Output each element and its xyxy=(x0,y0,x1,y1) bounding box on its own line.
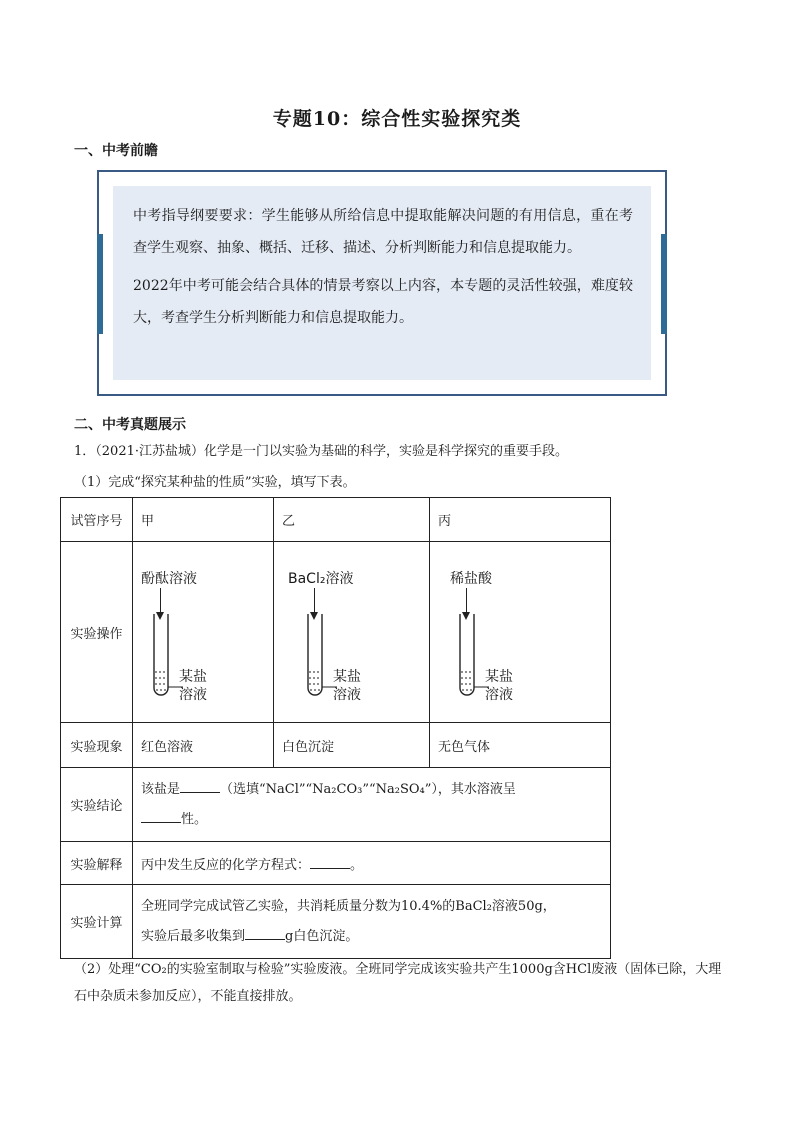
cell-tube-number-label: 试管序号 xyxy=(61,498,133,542)
cell-operation-a xyxy=(133,542,274,723)
decor-bar-right xyxy=(661,234,667,334)
cell-explain xyxy=(133,842,611,885)
salt-label-a xyxy=(179,668,207,704)
reagent-label-a: 酚酞溶液 xyxy=(141,571,197,587)
decor-bar-left xyxy=(97,234,103,334)
salt-label-b xyxy=(333,668,361,704)
arrow-c-line xyxy=(466,588,467,614)
conclusion-text-2: （选填“NaCl”“Na₂CO₃”“Na₂SO₄”），其水溶液呈 xyxy=(220,781,516,797)
cell-operation-c xyxy=(430,542,611,723)
forecast-para-2: 2022年中考可能会结合具体的情景考察以上内容，本专题的灵活性较强，难度较大，考查学生分析判断能力和信息提取能力。 xyxy=(133,278,633,326)
table-row-header xyxy=(61,498,611,542)
tube-diagram-b xyxy=(274,542,429,722)
cell-phenomenon-c: 无色气体 xyxy=(430,723,611,768)
cell-calc-label: 实验计算 xyxy=(61,885,133,959)
forecast-para-1: 中考指导纲要要求：学生能够从所给信息中提取能解决问题的有用信息，重在考查学生观察、抽象、概括、迁移、描述、分析判断能力和信息提取能力。 xyxy=(133,208,633,256)
experiment-table xyxy=(60,497,611,959)
cell-calc xyxy=(133,885,611,959)
calc-text-2: 实验后最多收集到 xyxy=(141,928,246,944)
section-heading-forecast: 一、中考前瞻 xyxy=(74,143,158,159)
solution-word-a: 溶液 xyxy=(179,687,207,703)
cell-conclusion xyxy=(133,768,611,842)
explain-text-2: 。 xyxy=(350,857,364,873)
cell-phenomenon-label: 实验现象 xyxy=(61,723,133,768)
section-heading-real-questions: 二、中考真题展示 xyxy=(74,417,186,433)
cell-operation-label: 实验操作 xyxy=(61,542,133,723)
cell-explain-label: 实验解释 xyxy=(61,842,133,885)
question-1-part-2: （2）处理“CO₂的实验室制取与检验”实验废液。全班同学完成该实验共产生1000g含HCl废液（固体已除，大理石中杂质未参加反应），不能直接排放。 xyxy=(74,962,722,1004)
cell-operation-b xyxy=(274,542,430,723)
salt-label-c xyxy=(485,668,513,704)
forecast-text xyxy=(133,200,633,334)
conclusion-text-3: 性。 xyxy=(181,811,208,827)
calc-text-1: 全班同学完成试管乙实验，共消耗质量分数为10.4%的BaCl₂溶液50g， xyxy=(141,898,556,914)
forecast-box xyxy=(97,170,667,396)
table-row-phenomenon xyxy=(61,723,611,768)
reagent-label-b: BaCl₂溶液 xyxy=(288,571,354,587)
cell-tube-b: 乙 xyxy=(274,498,430,542)
explain-blank[interactable] xyxy=(310,856,350,869)
tube-diagram-c xyxy=(430,542,610,722)
tube-diagram-a xyxy=(133,542,273,722)
table-row-conclusion xyxy=(61,768,611,842)
question-1-part-1: （1）完成“探究某种盐的性质”实验，填写下表。 xyxy=(74,475,356,490)
calc-blank[interactable] xyxy=(245,927,285,940)
salt-word-c: 某盐 xyxy=(485,669,513,685)
conclusion-text-1: 该盐是 xyxy=(141,781,181,797)
arrow-b-line xyxy=(314,588,315,614)
arrow-a-line xyxy=(160,588,161,614)
cell-tube-a: 甲 xyxy=(133,498,274,542)
solution-word-b: 溶液 xyxy=(333,687,361,703)
page-title: 专题10：综合性实验探究类 xyxy=(272,108,522,130)
conclusion-blank-1[interactable] xyxy=(180,780,220,793)
cell-tube-c: 丙 xyxy=(430,498,611,542)
salt-word-a: 某盐 xyxy=(179,669,207,685)
salt-word-b: 某盐 xyxy=(333,669,361,685)
reagent-label-c: 稀盐酸 xyxy=(450,571,492,587)
table-row-calc xyxy=(61,885,611,959)
table-row-explain xyxy=(61,842,611,885)
cell-phenomenon-a: 红色溶液 xyxy=(133,723,274,768)
cell-phenomenon-b: 白色沉淀 xyxy=(274,723,430,768)
table-row-operation xyxy=(61,542,611,723)
cell-conclusion-label: 实验结论 xyxy=(61,768,133,842)
question-1-stem: 1．（2021·江苏盐城）化学是一门以实验为基础的科学，实验是科学探究的重要手段。 xyxy=(74,444,568,459)
explain-text-1: 丙中发生反应的化学方程式： xyxy=(141,857,311,873)
solution-word-c: 溶液 xyxy=(485,687,513,703)
calc-text-3: g白色沉淀。 xyxy=(285,928,359,944)
conclusion-blank-2[interactable] xyxy=(141,810,181,823)
